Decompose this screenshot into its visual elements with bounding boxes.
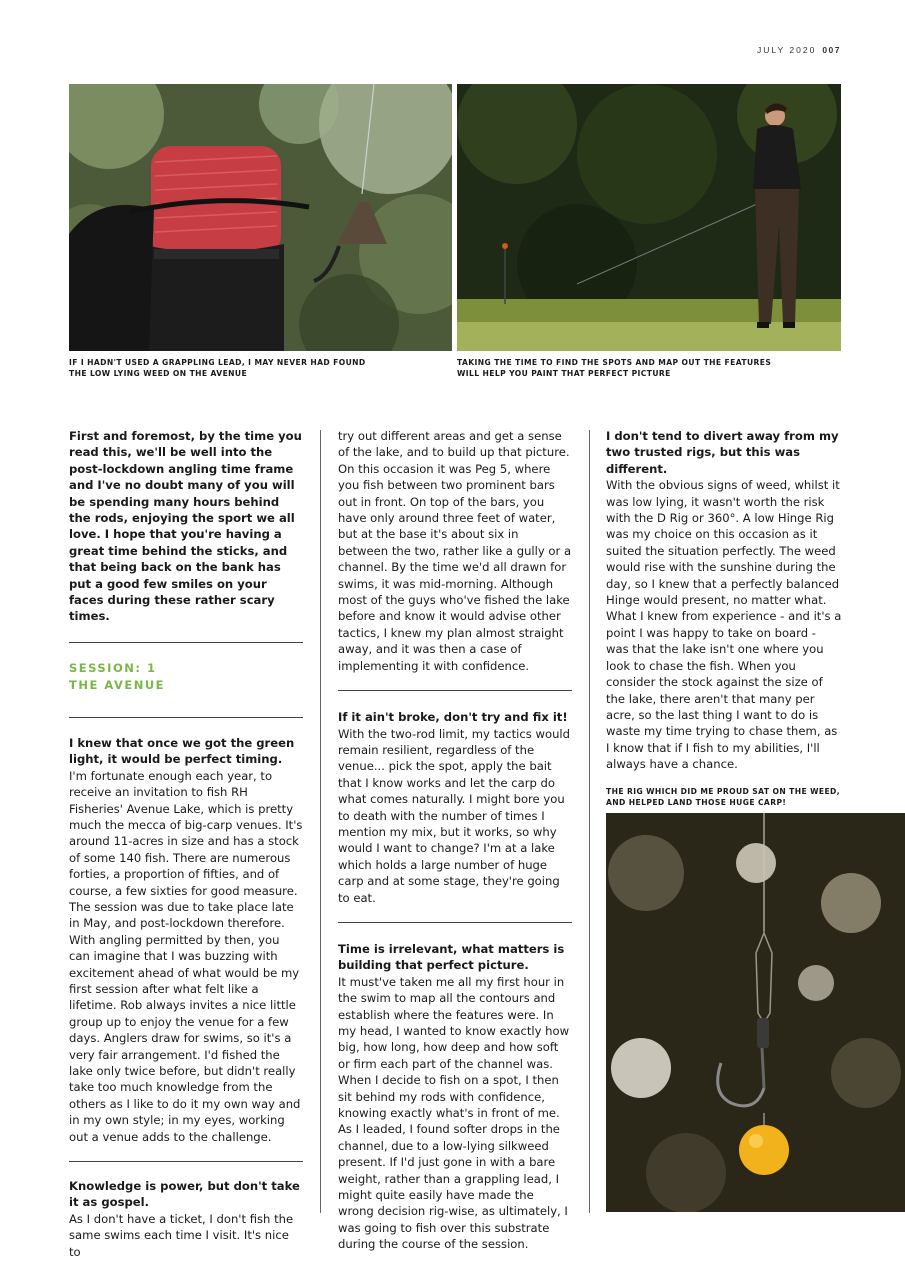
column-divider <box>589 430 590 1213</box>
divider <box>69 642 303 643</box>
article-column-3 <box>606 428 842 773</box>
subheading-aint-broke: If it ain't broke, don't try and fix it! <box>338 710 568 725</box>
subheading-time-irrelevant: Time is irrelevant, what matters is building that perfect picture. <box>338 941 565 973</box>
subheading-green-light: I knew that once we got the green light, it would be perfect timing. <box>69 735 295 767</box>
divider <box>338 922 572 923</box>
caption-photo-angler: TAKING THE TIME TO FIND THE SPOTS AND MAP OUT THE FEATURES WILL HELP YOU PAINT THAT PERFECT PICTURE <box>457 358 772 378</box>
article-intro: First and foremost, by the time you read this, we'll be well into the post-lockdown angling time frame and I've no doubt many of you will be spending many hours behind the rods, enjoying the sport we all love. I hope that you're having a great time behind the sticks, and that being back on the bank has put a good few smiles on your faces during these rather scary times. <box>69 429 302 624</box>
photo-reel-grappling-lead <box>69 84 452 351</box>
session-label: SESSION: 1 <box>69 660 157 675</box>
paragraph-hinge-rig: With the obvious signs of weed, whilst it was low lying, it wasn't worth the risk with the D Rig or 360°. A low Hinge Rig was my choice on this occasion as it suited the situation perfectly. The weed would rise with the sunshine during the day, so I knew that a perfectly balanced Hinge would present, no matter what. What I knew from experience - and it's a point I was happy to take on board - was that the lake isn't one where you look to chase the fish. When you consider the stock against the size of the lake, there aren't that many per acre, so the last thing I want to do is waste my time trying to chase them, as I know that if I fish to my abilities, I'll always have a chance. <box>606 478 842 772</box>
caption-photo-reel: IF I HADN'T USED A GRAPPLING LEAD, I MAY NEVER HAD FOUND THE LOW LYING WEED ON THE AVENUE <box>69 358 366 378</box>
subheading-knowledge: Knowledge is power, but don't take it as gospel. <box>69 1179 300 1210</box>
paragraph-invitation: I'm fortunate enough each year, to receive an invitation to fish RH Fisheries' Avenue Lake, which is pretty much the mecca of big-carp venues. It's around 11-acres in size and has a stock of some 140 fish. There are numerous forties, a proportion of fifties, and of course, a few sixties for good measure. The session was due to take place late in May, and post-lockdown therefore. With angling permitted by then, you can imagine that I was buzzing with excitement ahead of what would be my first session after what felt like a lifetime. Rob always invites a nice little group up to enjoy the venue for a few days. Anglers draw for swims, so it's a very fair arrangement. I'd fished the lake only twice before, but didn't really take too much knowledge from the others as I like to do it my own way and in my own style; in my eyes, working out a venue adds to the challenge. <box>69 768 303 1144</box>
divider <box>338 690 572 691</box>
page-number: 007 <box>822 45 841 55</box>
paragraph-tactics: With the two-rod limit, my tactics would remain resilient, regardless of the venue... pick the spot, apply the bait that I know works and let the carp do what comes naturally. I might bore you to death with the number of times I mention my mix, but it works, so why would I want to change? I'm at a lake which holds a large number of huge carp and at some stage, they're going to eat. <box>338 726 570 905</box>
issue-date: JULY 2020 <box>757 45 817 55</box>
article-column-1 <box>69 428 303 1260</box>
session-title: THE AVENUE <box>69 677 166 692</box>
divider <box>69 1161 303 1162</box>
paragraph-mapping: It must've taken me all my first hour in the swim to map all the contours and establish where the features were. In my head, I wanted to know exactly how big, how long, how deep and how soft or firm each part of the channel was. When I decide to fish on a spot, I then sit behind my rods with confidence, knowing exactly what's in front of me. As I leaded, I found softer drops in the channel, due to a low-lying silkweed present. If I'd just gone in with a bare weight, rather than a grappling lead, I might quite easily have made the wrong decision rig-wise, as ultimately, I was going to fish over this substrate during the course of the session. <box>338 974 570 1252</box>
column-divider <box>320 430 321 1213</box>
page-folio <box>757 45 841 55</box>
subheading-trusted-rigs: I don't tend to divert away from my two trusted rigs, but this was different. <box>606 429 839 476</box>
paragraph-swims: As I don't have a ticket, I don't fish the same swims each time I visit. It's nice to <box>69 1211 294 1259</box>
photo-hinge-rig <box>606 813 905 1212</box>
photo-angler-on-bank <box>457 84 841 351</box>
article-column-2 <box>338 428 572 1253</box>
caption-photo-rig: THE RIG WHICH DID ME PROUD SAT ON THE WEED, AND HELPED LAND THOSE HUGE CARP! <box>606 787 841 807</box>
paragraph-peg5: try out different areas and get a sense of the lake, and to build up that picture. On this occasion it was Peg 5, where you fish between two prominent bars out in front. On top of the bars, you have only around three feet of water, but at the base it's about six in between the two, rather like a gully or a channel. By the time we'd all drawn for swims, it was mid-morning. Although most of the guys who've fished the lake before and know it would advise other tactics, I knew my plan almost straight away, and it was then a case of implementing it with confidence. <box>338 429 572 673</box>
divider <box>69 717 303 718</box>
